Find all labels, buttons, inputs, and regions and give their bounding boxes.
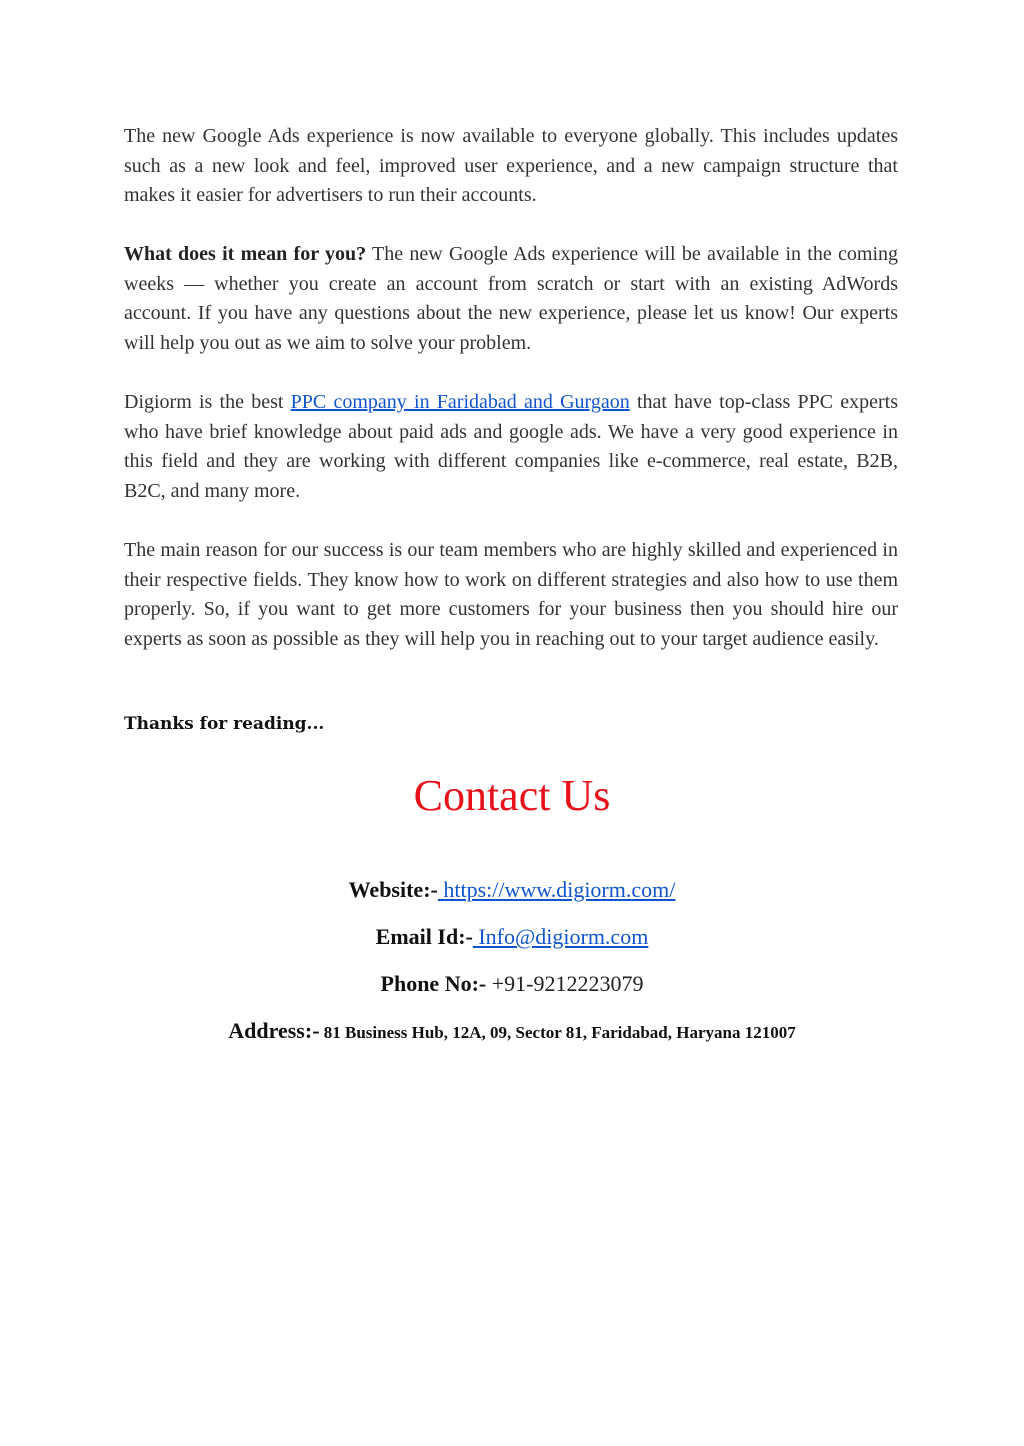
email-label: Email Id:- <box>375 924 473 949</box>
paragraph-digiorm <box>124 388 898 506</box>
paragraph-digiorm-after: that have top-class PPC experts who have brief knowledge about paid ads and google ads. We have a very good experience in this field and they are working with different companies like e-commerce, real estate, B2B, B2C, and many more. <box>124 391 899 502</box>
email-link[interactable]: Info@digiorm.com <box>472 924 649 949</box>
thanks-text: Thanks for reading... <box>124 714 325 734</box>
website-link[interactable]: https://www.digiorm.com/ <box>437 877 676 902</box>
paragraph-what-it-means-text: The new Google Ads experience will be available in the coming weeks — whether you create an account from scratch or start with an existing AdWords account. If you have any questions about the new experience, please let us know! Our experts will help you out as we aim to solve your problem. <box>124 243 898 354</box>
paragraph-lead-question: What does it mean for you? <box>124 243 367 265</box>
paragraph-what-it-means <box>124 240 898 358</box>
contact-phone <box>0 971 1024 997</box>
contact-website <box>0 877 1024 903</box>
phone-value: +91-9212223079 <box>486 971 644 996</box>
website-label: Website:- <box>348 877 438 902</box>
address-value: 81 Business Hub, 12A, 09, Sector 81, Faridabad, Haryana 121007 <box>319 1023 796 1042</box>
contact-email <box>0 924 1024 950</box>
contact-address <box>0 1018 1024 1044</box>
contact-heading: Contact Us <box>413 771 611 820</box>
address-label: Address:- <box>228 1018 320 1043</box>
paragraph-digiorm-before: Digiorm is the best <box>124 391 291 413</box>
ppc-company-link[interactable]: PPC company in Faridabad and Gurgaon <box>290 391 630 413</box>
paragraph-intro: The new Google Ads experience is now available to everyone globally. This includes updates such as a new look and feel, improved user experience, and a new campaign structure that makes it easier for advertisers to run their accounts. <box>124 125 898 206</box>
paragraph-success: The main reason for our success is our team members who are highly skilled and experienced in their respective fields. They know how to work on different strategies and also how to use them properly. So, if you want to get more customers for your business then you should hire our experts as soon as possible as they will help you in reaching out to your target audience easily. <box>124 539 898 650</box>
phone-label: Phone No:- <box>380 971 487 996</box>
